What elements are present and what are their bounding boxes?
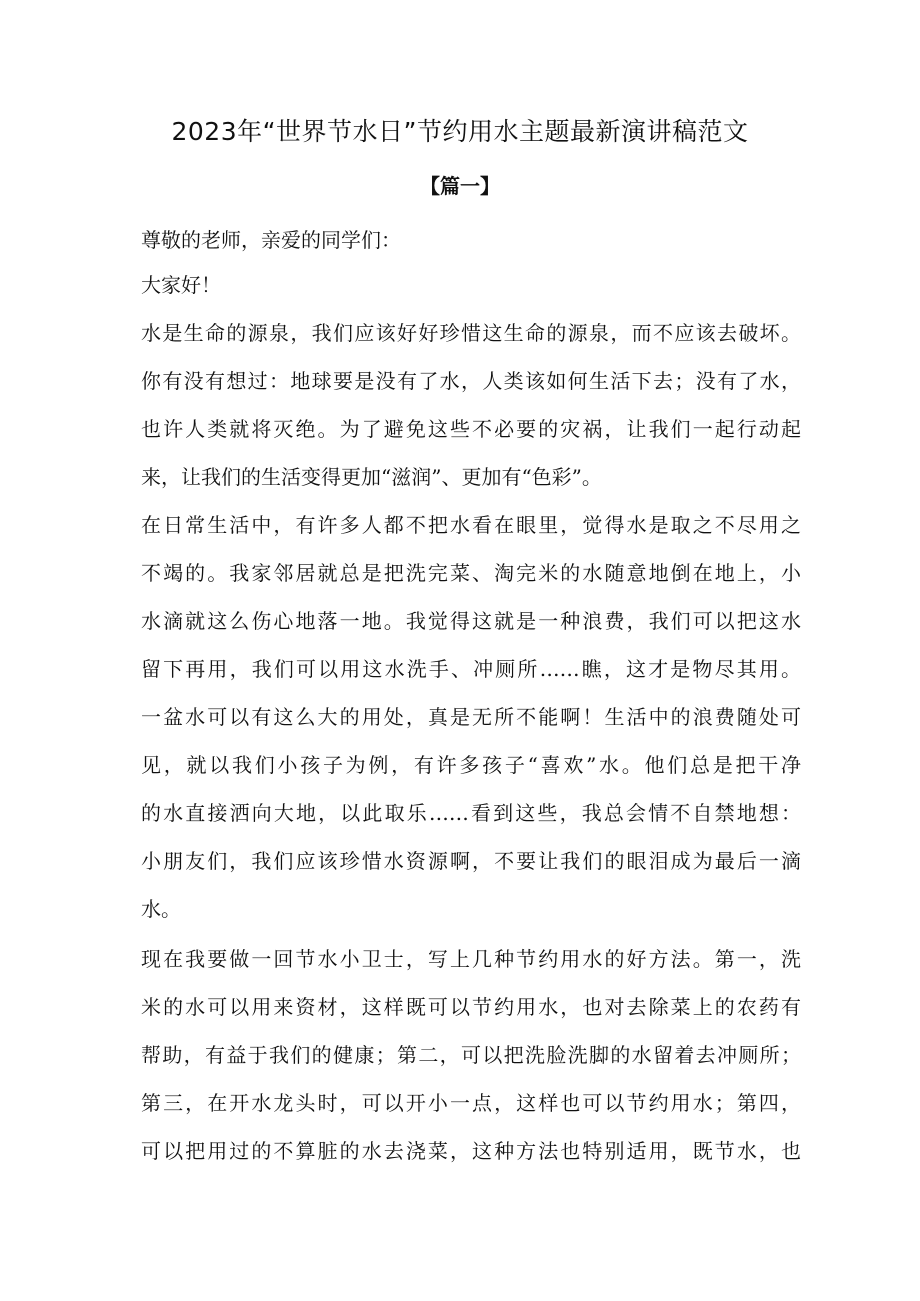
paragraph-line: 可以把用过的不算脏的水去浇菜，这种方法也特别适用，既节水，也 (141, 1139, 801, 1163)
paragraph-line: 一盆水可以有这么大的用处，真是无所不能啊！生活中的浪费随处可 (141, 705, 801, 729)
section-heading: 【篇一】 (420, 174, 500, 198)
paragraph-line: 第三，在开水龙头时，可以开小一点，这样也可以节约用水；第四， (141, 1091, 801, 1115)
paragraph-line: 不竭的。我家邻居就总是把洗完菜、淘完米的水随意地倒在地上，小 (141, 561, 801, 585)
document-title: 2023年“世界节水日”节约用水主题最新演讲稿范文 (171, 117, 749, 146)
paragraph-line: 也许人类就将灭绝。为了避免这些不必要的灾祸，让我们一起行动起 (141, 417, 801, 441)
paragraph-line: 在日常生活中，有许多人都不把水看在眼里，觉得水是取之不尽用之 (141, 513, 801, 537)
paragraph-line: 帮助，有益于我们的健康；第二，可以把洗脸洗脚的水留着去冲厕所； (141, 1043, 801, 1067)
paragraph-line: 小朋友们，我们应该珍惜水资源啊，不要让我们的眼泪成为最后一滴 (141, 849, 801, 873)
paragraph-line: 来，让我们的生活变得更加“滋润”、更加有“色彩”。 (141, 465, 602, 489)
paragraph-line: 留下再用，我们可以用这水洗手、冲厕所……瞧，这才是物尽其用。 (141, 657, 801, 681)
paragraph-line: 米的水可以用来资材，这样既可以节约用水，也对去除菜上的农药有 (141, 995, 801, 1019)
paragraph-line: 水滴就这么伤心地落一地。我觉得这就是一种浪费，我们可以把这水 (141, 609, 801, 633)
paragraph-line: 尊敬的老师，亲爱的同学们： (141, 228, 401, 252)
paragraph-line: 大家好！ (141, 273, 221, 297)
paragraph-line: 你有没有想过：地球要是没有了水，人类该如何生活下去；没有了水， (141, 369, 801, 393)
paragraph-line: 见，就以我们小孩子为例，有许多孩子“喜欢”水。他们总是把干净 (141, 753, 801, 777)
paragraph-line: 水。 (141, 897, 181, 921)
paragraph-line: 现在我要做一回节水小卫士，写上几种节约用水的好方法。第一，洗 (141, 947, 801, 971)
paragraph-line: 水是生命的源泉，我们应该好好珍惜这生命的源泉，而不应该去破坏。 (141, 321, 801, 345)
paragraph-line: 的水直接洒向大地，以此取乐……看到这些，我总会情不自禁地想： (141, 801, 801, 825)
